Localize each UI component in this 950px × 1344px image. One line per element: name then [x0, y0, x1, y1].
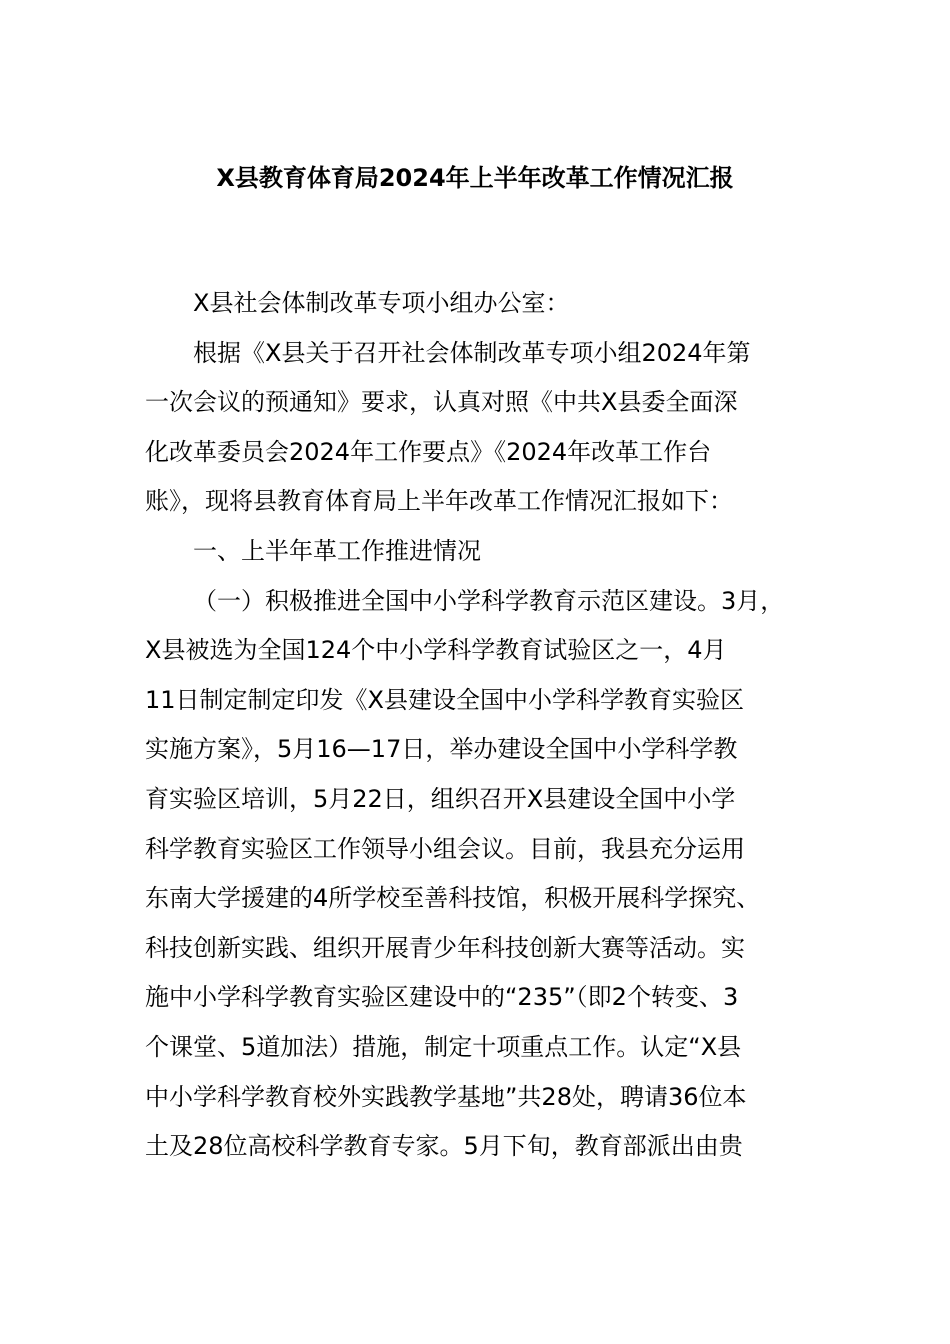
paragraph-line: 东南大学援建的4所学校至善科技馆，积极开展科学探究、 [145, 884, 761, 913]
paragraph-line: 11日制定制定印发《X县建设全国中小学科学教育实验区 [145, 685, 744, 714]
paragraph-line: X县社会体制改革专项小组办公室： [193, 289, 570, 317]
paragraph-line: X县被选为全国124个中小学科学教育试验区之一，4月 [145, 636, 727, 665]
paragraph-line: 账》，现将县教育体育局上半年改革工作情况汇报如下： [145, 487, 733, 516]
paragraph-line: 中小学科学教育校外实践教学基地”共28处，聘请36位本 [145, 1082, 747, 1111]
paragraph-line: 实施方案》，5月16—17日，举办建设全国中小学科学教 [145, 735, 738, 764]
paragraph-line: （一）积极推进全国中小学科学教育示范区建设。3月， [193, 586, 785, 615]
paragraph-line: 一次会议的预通知》要求，认真对照《中共X县委全面深 [145, 388, 738, 417]
paragraph-line: 土及28位高校科学教育专家。5月下旬，教育部派出由贵 [145, 1132, 743, 1161]
paragraph-line: 个课堂、5道加法）措施，制定十项重点工作。认定“X县 [145, 1032, 742, 1061]
paragraph-line: 科学教育实验区工作领导小组会议。目前，我县充分运用 [145, 834, 745, 863]
paragraph-line: 一、上半年革工作推进情况 [193, 536, 481, 565]
paragraph-line: 育实验区培训，5月22日，组织召开X县建设全国中小学 [145, 784, 736, 813]
document-body [145, 279, 825, 1172]
paragraph-line: 化改革委员会2024年工作要点》《2024年改革工作台 [145, 437, 712, 466]
paragraph-line: 根据《X县关于召开社会体制改革专项小组2024年第 [193, 338, 751, 367]
paragraph-line: 施中小学科学教育实验区建设中的“235”（即2个转变、3 [145, 983, 739, 1012]
paragraph-line: 科技创新实践、组织开展青少年科技创新大赛等活动。实 [145, 933, 745, 962]
document-title: X县教育体育局2024年上半年改革工作情况汇报 [216, 164, 734, 192]
